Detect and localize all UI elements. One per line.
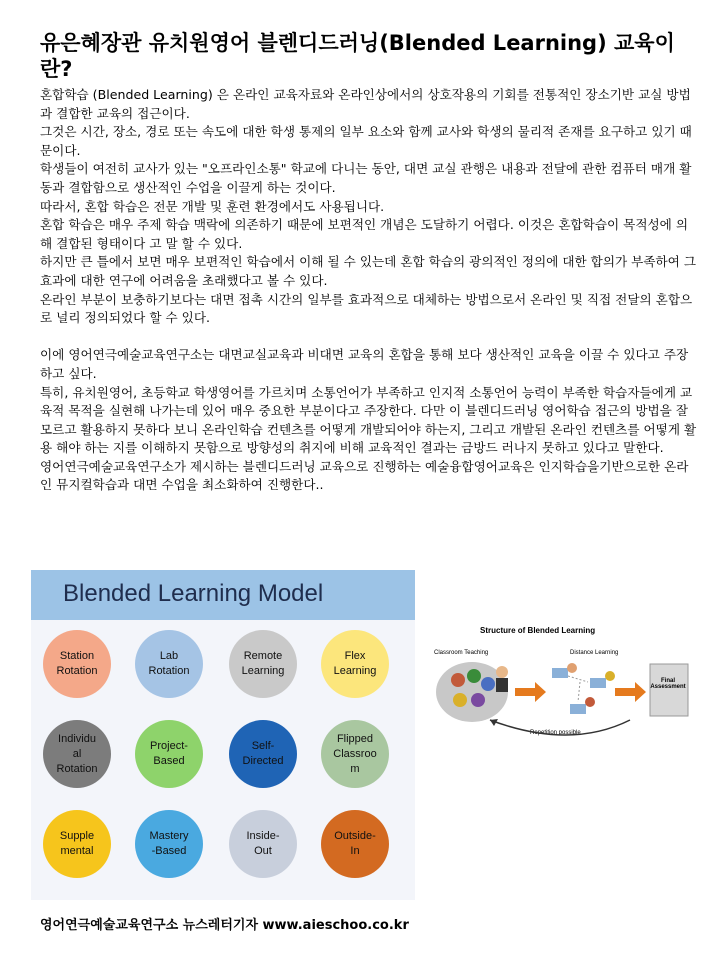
model-circle xyxy=(43,810,111,878)
model-circle xyxy=(321,630,389,698)
classroom-teaching-label: Classroom Teaching xyxy=(434,650,489,656)
model-circle-label: Individu al Rotation xyxy=(56,732,98,775)
model-circle xyxy=(229,810,297,878)
student-figure xyxy=(467,669,481,683)
model-circle xyxy=(135,630,203,698)
model-circle xyxy=(321,810,389,878)
distance-learners xyxy=(552,663,615,714)
blended-learning-model-image xyxy=(31,570,415,900)
article-body xyxy=(40,86,700,495)
student-figure xyxy=(481,677,495,691)
footer-credit: 영어연극예술교육연구소 뉴스레터기자 www.aieschoo.co.kr xyxy=(40,918,409,933)
model-circle-label: Remote Learning xyxy=(241,650,285,677)
arrow-icon xyxy=(615,682,646,702)
body-paragraph: 이에 영어연극예술교육연구소는 대면교실교육과 비대면 교육의 혼합을 통해 보다 생산적인 교육을 이끌 수 있다고 주장하고 싶다. xyxy=(40,347,689,381)
body-paragraph: 그것은 시간, 장소, 경로 또는 속도에 대한 학생 통제의 일부 요소와 함께 교사와 학생의 물리적 존재를 요구하고 있기 때문이다. xyxy=(40,124,692,158)
model-circle-label: Self- Directed xyxy=(242,740,284,767)
model-title: Blended Learning Model xyxy=(63,580,324,607)
model-circle-label: Flipped Classroo m xyxy=(333,732,377,775)
model-circle xyxy=(321,720,389,788)
teacher-figure xyxy=(496,678,508,692)
body-paragraph: 따라서, 혼합 학습은 전문 개발 및 훈련 환경에서도 사용됩니다. xyxy=(40,198,385,214)
model-circle-label: Flex Learning xyxy=(333,650,377,677)
arrow-icon xyxy=(515,682,546,702)
repetition-arrow xyxy=(490,720,630,735)
teacher-figure xyxy=(496,666,508,678)
body-paragraph: 하지만 큰 틀에서 보면 매우 보편적인 학습에서 이해 될 수 있는데 혼합 학습의 광의적인 정의에 대한 합의가 부족하여 그 효과에 대한 연구에 어려움을 초래했다고 볼 수 있다. xyxy=(40,254,697,288)
paragraph-gap xyxy=(40,328,700,347)
model-circle-label: Mastery -Based xyxy=(149,830,189,857)
student-figure xyxy=(453,693,467,707)
model-circle-label: Project- Based xyxy=(150,740,188,767)
body-paragraph: 혼합학습 (Blended Learning) 은 온라인 교육자료와 온라인상에서의 상호작용의 기회를 전통적인 장소기반 교실 방법과 결합한 교육의 접근이다. xyxy=(40,87,691,121)
body-paragraph: 온라인 부분이 보충하기보다는 대면 접촉 시간의 일부를 효과적으로 대체하는 방법으로서 온라인 및 직접 전달의 혼합으로 널리 정의되었다 할 수 있다. xyxy=(40,291,693,326)
body-paragraph: 영어연극예술교육연구소가 제시하는 블렌디드러닝 교육으로 진행하는 예술융합영어교육은 인지학습을기반으로한 온라인 뮤지컬학습과 대면 수업을 최소화하여 진행한다.. xyxy=(40,458,689,493)
body-paragraph: 혼합 학습은 매우 주제 학습 맥락에 의존하기 때문에 보편적인 개념은 도달하기 어렵다. 이것은 혼합학습이 목적성에 의해 결합된 형태이다 고 말 할 수 있다. xyxy=(40,217,688,251)
model-circle-label: Lab Rotation xyxy=(148,650,190,677)
model-circle-label: Station Rotation xyxy=(56,650,98,677)
distance-learning-label: Distance Learning xyxy=(570,650,619,656)
structure-of-blended-learning-diagram xyxy=(430,620,695,755)
model-circle xyxy=(135,810,203,878)
model-circle xyxy=(229,630,297,698)
model-circle-label: Inside- Out xyxy=(246,830,280,857)
model-circle-label: Outside- In xyxy=(334,830,376,857)
article-title: 유은혜장관 유치원영어 블렌디드러닝(Blended Learning) 교육이란? xyxy=(40,31,675,81)
model-circle xyxy=(43,630,111,698)
model-circle-label: Supple mental xyxy=(59,830,95,857)
final-assessment-doc xyxy=(650,664,688,716)
student-figure xyxy=(471,693,485,707)
model-circle xyxy=(135,720,203,788)
final-assessment-label: Final Assessment xyxy=(650,678,686,690)
model-circle xyxy=(43,720,111,788)
model-circle xyxy=(229,720,297,788)
student-figure xyxy=(451,673,465,687)
body-paragraph: 특히, 유치원영어, 초등학교 학생영어를 가르치며 소통언어가 부족하고 인지적 소통언어 능력이 부족한 학습자들에게 교육적 목적을 실현해 나가는데 있어 매우 중요한 부분이다고 주장한다. 다만 이 블렌디드러닝 영어학습 접근의 방법을 잘 모르고 활용하지 못하다 보니 온라인학습 컨텐츠를 어떻게 개발되어야 하는지, 그리고 개발된 온라인 컨텐츠를 어떻게 활용 해야 하는 지를 이해하지 못함으로 방향성의 취지에 비해 교육적인 결과는 금방드 러나지 못하고 있다고 말한다. xyxy=(40,384,697,456)
structure-title: Structure of Blended Learning xyxy=(480,626,596,635)
repetition-label: Repetition possible xyxy=(530,730,581,736)
body-paragraph: 학생들이 여전히 교사가 있는 "오프라인소통" 학교에 다니는 동안, 대면 교실 관행은 내용과 전달에 관한 컴퓨터 매개 활동과 결합함으로 생산적인 수업을 이끌게 하는 것이다. xyxy=(40,161,692,195)
